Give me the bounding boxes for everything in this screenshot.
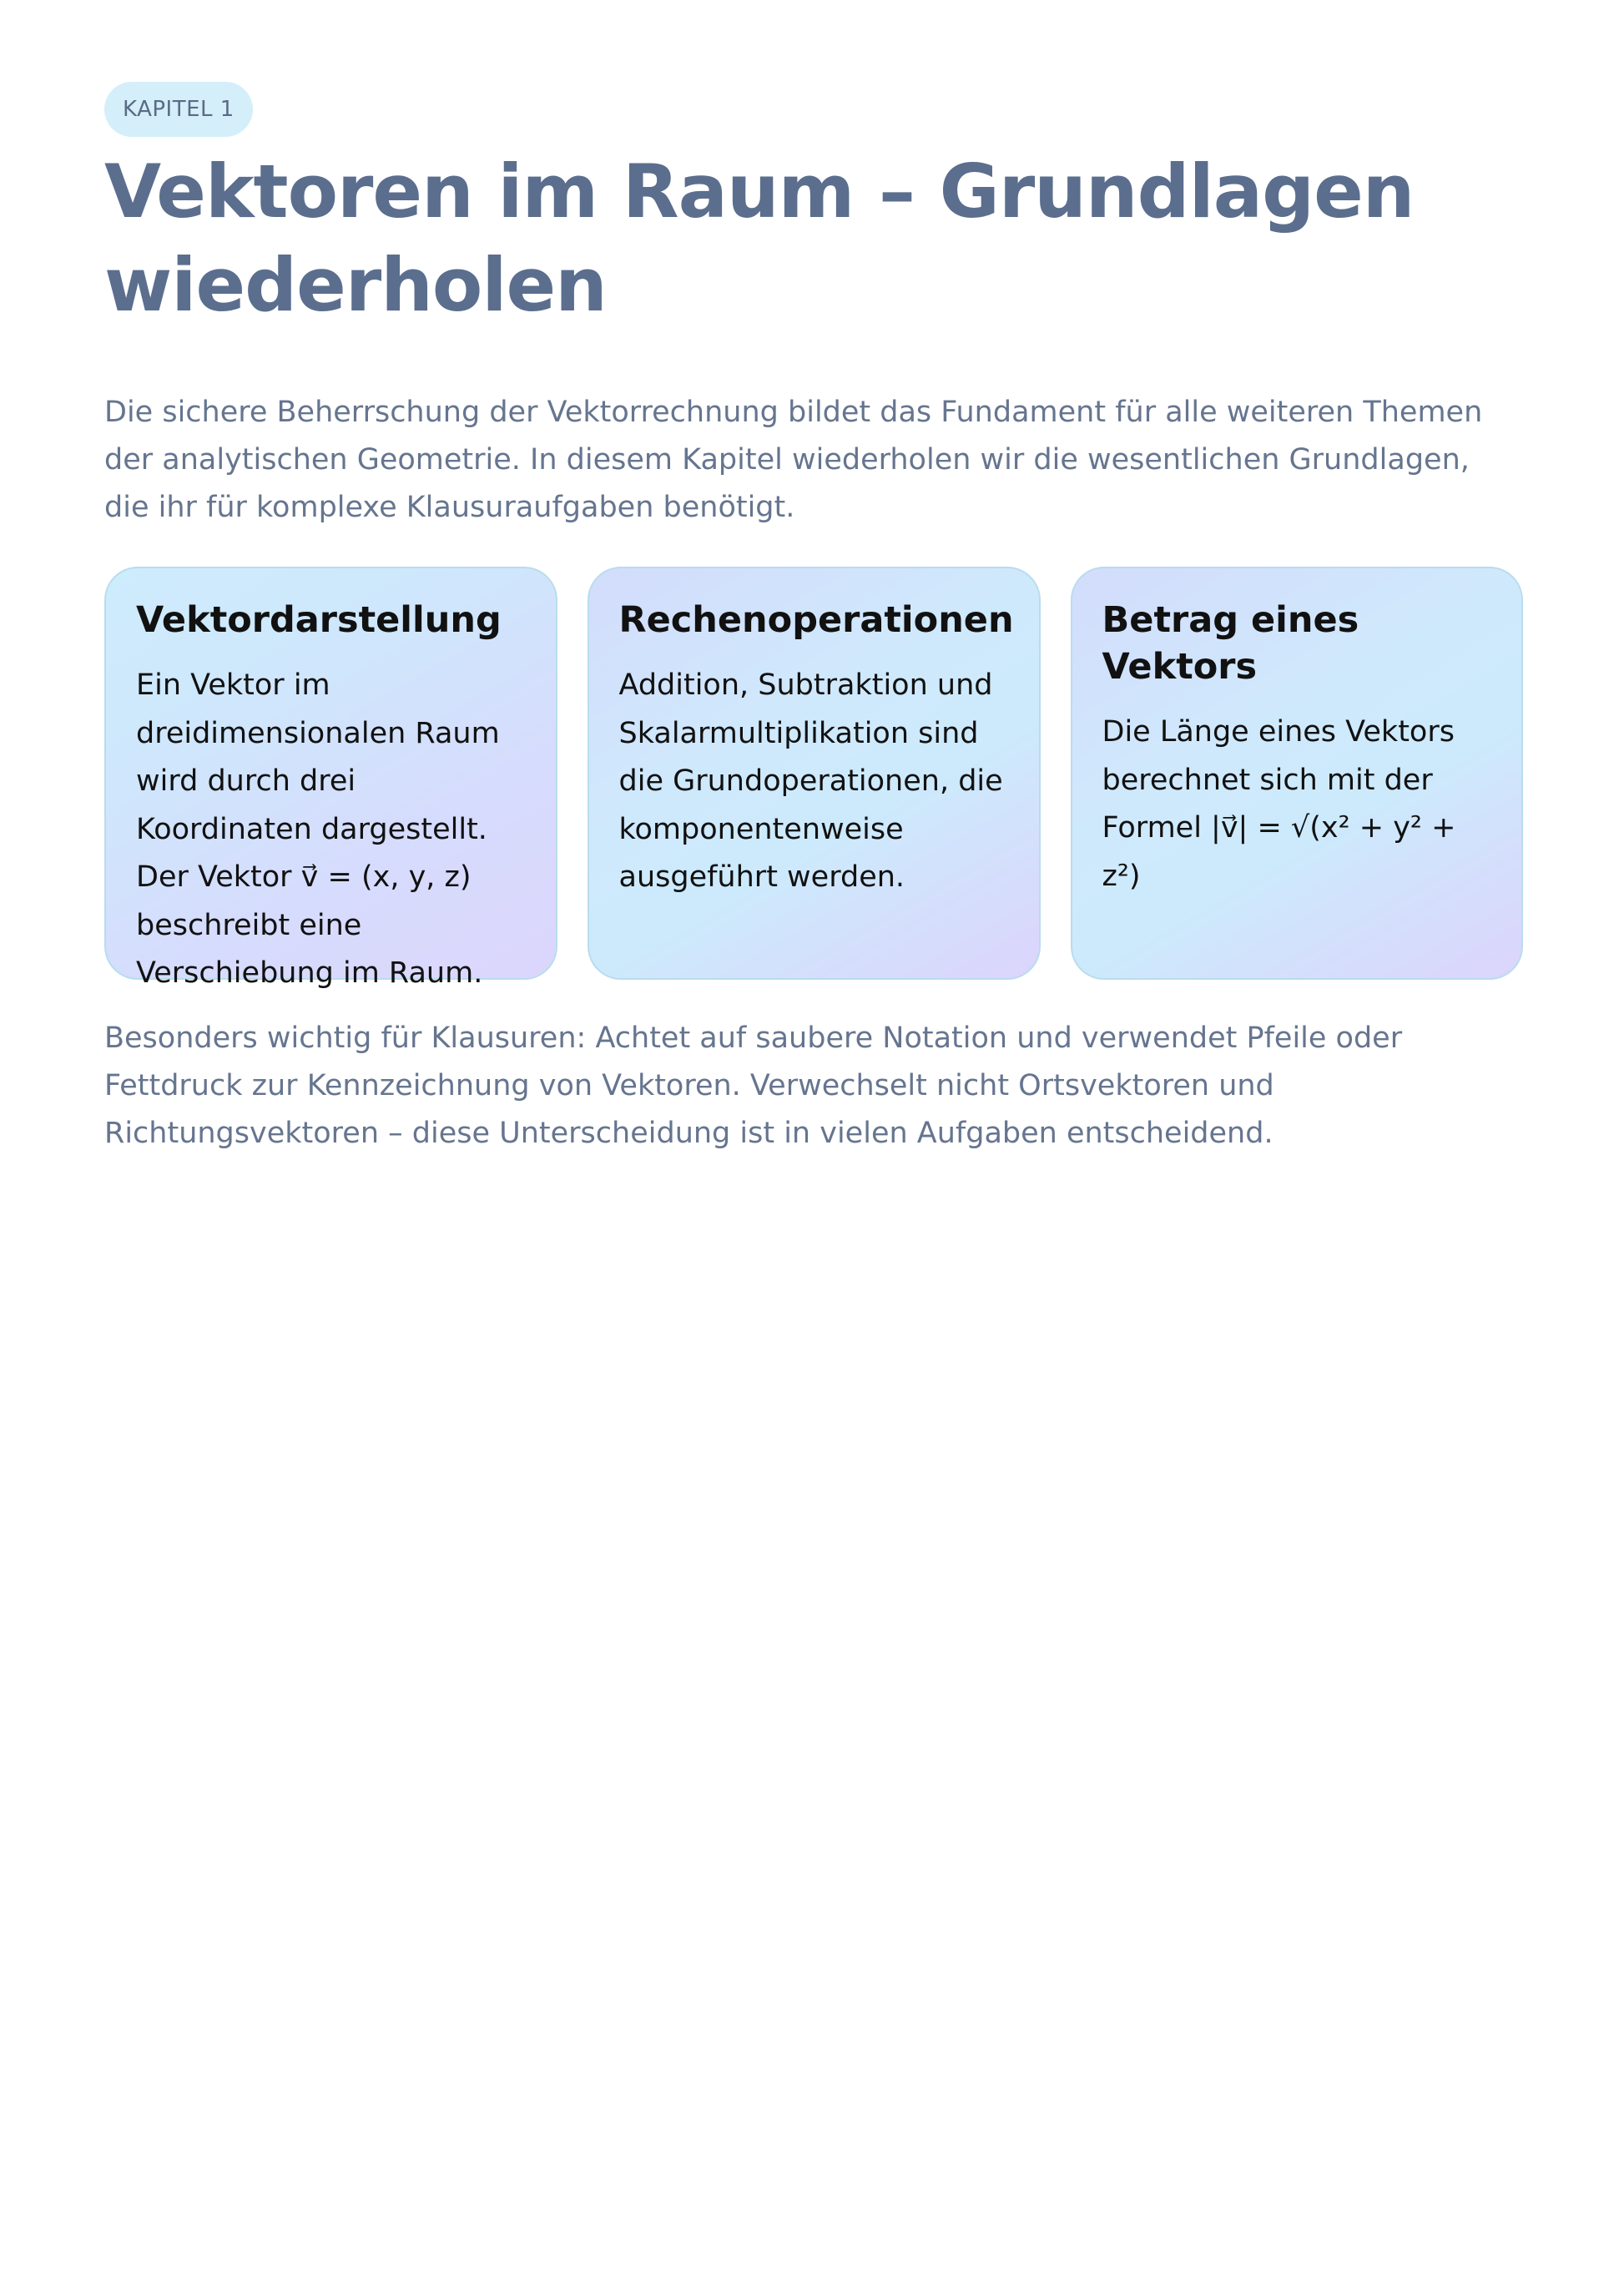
page-title: Vektoren im Raum – Grundlagen wiederholen <box>104 149 1415 328</box>
card-body: Addition, Subtraktion und Skalarmultiplikation sind die Grundoperationen, die komponentenweise ausgeführt werden. <box>618 668 1003 894</box>
card-title: Rechenoperationen <box>618 599 1014 641</box>
card-rechenoperationen <box>588 567 1041 980</box>
card-title: Betrag eines Vektors <box>1102 599 1359 688</box>
intro-paragraph: Die sichere Beherrschung der Vektorrechnung bildet das Fundament für alle weiteren Themen der analytischen Geometrie. In diesem Kapitel wiederholen wir die wesentlichen Grundlagen, die ihr für komplexe Klausuraufgaben benötigt. <box>104 396 1483 524</box>
card-vektordarstellung <box>104 567 557 990</box>
page-content <box>104 82 1523 1158</box>
card-body: Die Länge eines Vektors berechnet sich mit der Formel |v⃗| = √(x² + y² + z²) <box>1102 715 1456 893</box>
card-title: Vektordarstellung <box>136 599 502 641</box>
info-cards <box>104 567 1523 990</box>
outro-paragraph: Besonders wichtig für Klausuren: Achtet auf saubere Notation und verwendet Pfeile oder Fettdruck zur Kennzeichnung von Vektoren. Verwechselt nicht Ortsvektoren und Richtungsvektoren – diese Unterscheidung ist in vielen Aufgaben entscheidend. <box>104 1021 1403 1150</box>
card-betrag <box>1071 567 1524 980</box>
chapter-badge: KAPITEL 1 <box>104 82 253 137</box>
card-body: Ein Vektor im dreidimensionalen Raum wird durch drei Koordinaten dargestellt. Der Vektor v⃗ = (x, y, z) beschreibt eine Verschiebung im Raum. <box>136 668 500 990</box>
